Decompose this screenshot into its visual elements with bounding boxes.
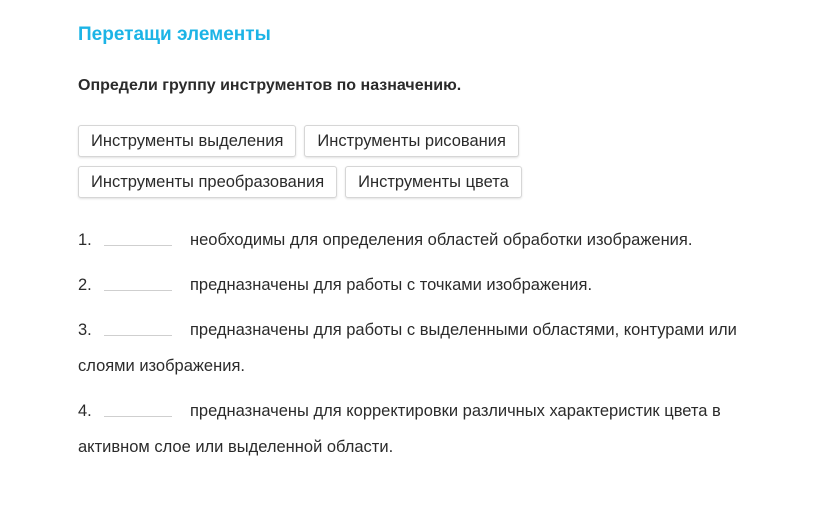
item-number: 2. xyxy=(78,276,92,294)
options-row xyxy=(78,166,598,198)
item-text: предназначены для работы с выделенными областями, контурами или слоями изображения. xyxy=(78,321,737,375)
drop-slot-1[interactable] xyxy=(104,227,172,246)
sentence-list xyxy=(78,222,778,474)
draggable-options xyxy=(78,125,598,207)
drop-slot-3[interactable] xyxy=(104,317,172,336)
sentence-item-3 xyxy=(78,312,778,384)
item-text: предназначены для корректировки различных характеристик цвета в активном слое или выделенной области. xyxy=(78,402,721,456)
item-number: 1. xyxy=(78,231,92,249)
option-chip-transform-tools[interactable]: Инструменты преобразования xyxy=(78,166,337,198)
drop-slot-4[interactable] xyxy=(104,398,172,417)
item-text: предназначены для работы с точками изображения. xyxy=(190,276,593,294)
sentence-item-4 xyxy=(78,393,778,465)
item-number: 4. xyxy=(78,402,92,420)
option-chip-color-tools[interactable]: Инструменты цвета xyxy=(345,166,522,198)
item-text: необходимы для определения областей обработки изображения. xyxy=(190,231,693,249)
sentence-item-2 xyxy=(78,267,778,303)
task-instruction: Определи группу инструментов по назначению. xyxy=(78,77,462,94)
option-chip-selection-tools[interactable]: Инструменты выделения xyxy=(78,125,296,157)
task-title: Перетащи элементы xyxy=(78,24,271,45)
options-row xyxy=(78,125,598,157)
sentence-item-1 xyxy=(78,222,778,258)
option-chip-drawing-tools[interactable]: Инструменты рисования xyxy=(304,125,519,157)
item-number: 3. xyxy=(78,321,92,339)
drop-slot-2[interactable] xyxy=(104,272,172,291)
